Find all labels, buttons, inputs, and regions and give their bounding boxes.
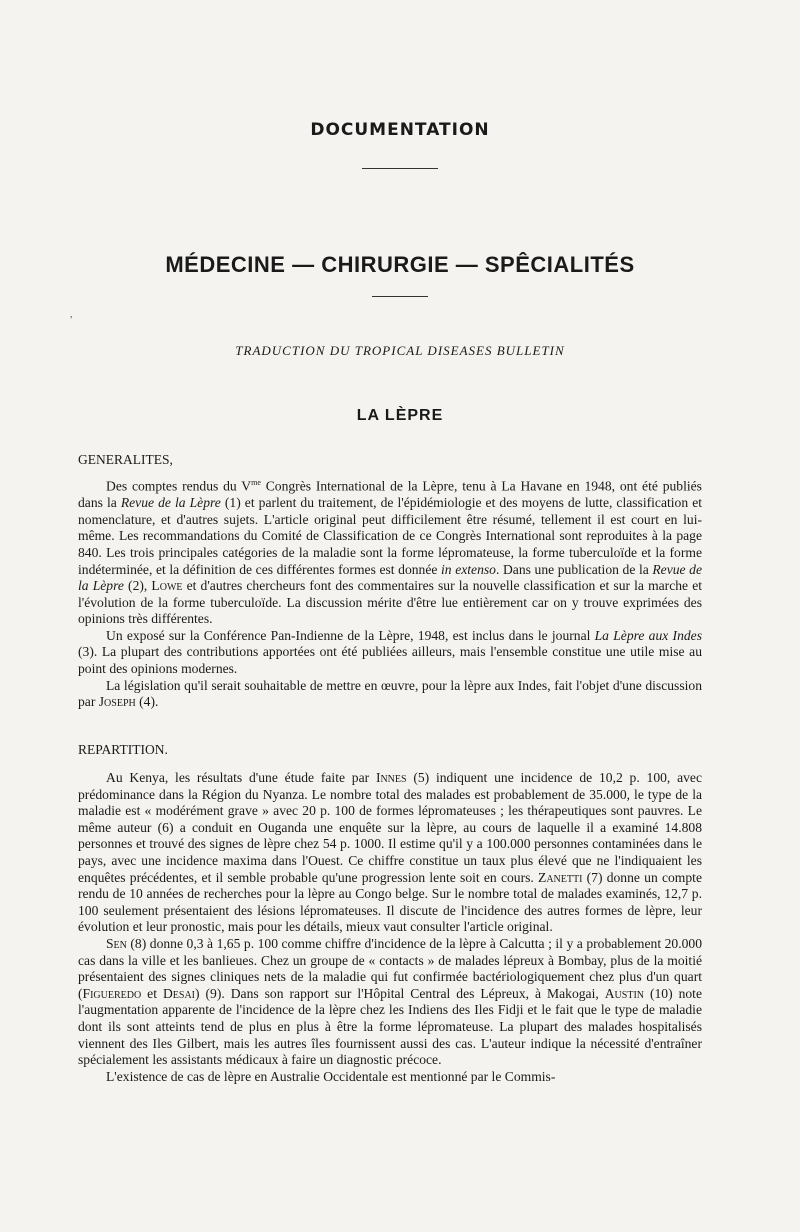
title-divider bbox=[362, 168, 438, 169]
paragraph: Des comptes rendus du $V^{me}$ Congrès International de la Lèpre, tenu à La Havane en 1948, ont été publiés dans la Revue de la Lèpre (1) et parlent du traitement, de l'épidémiologie et des moyens de lutte, classification et nomenclature, et d'autres sujets. L'article original peut difficilement être résumé, tellement il est court en lui-même. Les recommandations du Comité de Classification de ce Congrès International sont reproduites à la page 840. Les trois principales catégories de la maladie sont la forme lépromateuse, la forme tuberculoïde et la forme indéterminée, et la définition de ces différentes formes est donnée in extenso. Dans une publication de la Revue de la Lèpre (2), Lowe et d'autres chercheurs font des commentaires sur la nouvelle classification et sur la marche et l'évolution de la forme tuberculoïde. La discussion mérite d'être lue entièrement car on y trouve exprimées des opinions très différentes. bbox=[78, 478, 703, 627]
repartition-body bbox=[78, 770, 702, 1085]
document-title: DOCUMENTATION bbox=[310, 120, 490, 140]
heading-repartition: REPARTITION. bbox=[78, 742, 168, 757]
stray-mark: , bbox=[70, 309, 73, 320]
topic-title: LA LÈPRE bbox=[356, 407, 444, 424]
paragraph: L'existence de cas de lèpre en Australie Occidentale est mentionné par le Commis- bbox=[106, 1068, 556, 1084]
paragraph: Sen (8) donne 0,3 à 1,65 p. 100 comme chiffre d'incidence de la lèpre à Calcutta ; il y a probablement 20.000 cas dans la ville et les banlieues. Chez un groupe de « contacts » de malades lépreux à Bombay, plus de la moitié présentaient des signes cliniques nets de la maladie qui fut confirmée bactériologiquement chez plus d'un quart (Figueredo et Desai) (9). Dans son rapport sur l'Hôpital Central des Lépreux, à Makogai, Austin (10) note l'augmentation apparente de l'incidence de la lèpre chez les Indiens des Iles Fidji et le fait que le type de maladie dont ils sont atteints tend de plus en plus à être la forme lépromateuse. La plupart des malades hospitalisés viennent des Iles Gilbert, mais les autres îles fournissent aussi des cas. L'auteur indique la nécessité d'entraîner spécialement les assistants médicaux à faire un diagnostic précoce. bbox=[78, 935, 702, 1068]
paragraph: Un exposé sur la Conférence Pan-Indienne de la Lèpre, 1948, est inclus dans le journal La Lèpre aux Indes (3). La plupart des contributions apportées ont été publiées ailleurs, mais l'ensemble constitue une utile mise au point des opinions modernes. bbox=[78, 627, 702, 677]
subtitle: TRADUCTION DU TROPICAL DISEASES BULLETIN bbox=[235, 343, 565, 358]
paragraph: Au Kenya, les résultats d'une étude faite par Innes (5) indiquent une incidence de 10,2 p. 100, avec prédominance dans la Région du Nyanza. Le nombre total des malades est probablement de 35.000, le type de la maladie est « modérément grave » avec 20 p. 100 de formes lépromateuses ; les thérapeutiques sont pauvres. Le même auteur (6) a conduit en Ouganda une enquête sur la lèpre, au cours de laquelle il a examiné 14.808 personnes et trouvé des signes de lèpre chez 54 p. 1000. Il estime qu'il y a 100.000 personnes contaminées dans le pays, avec une incidence maxima dans l'Ouest. Ce chiffre constitue un taux plus élevé que ne l'indiquaient les enquêtes précédentes, et il semble probable qu'une progression lente soit en cours. Zanetti (7) donne un compte rendu de 10 années de recherches pour la lèpre au Congo belge. Sur le nombre total de malades examinés, 12,7 p. 100 seulement présentaient des lésions lépromateuses. Il discute de l'incidence des autres formes de lèpre, leur évolution et leur pronostic, mais pour les détails, mieux vaut consulter l'article original. bbox=[78, 770, 702, 935]
paragraph: La législation qu'il serait souhaitable de mettre en œuvre, pour la lèpre aux Indes, fait l'objet d'une discussion par Joseph (4). bbox=[78, 677, 702, 710]
section-title: MÉDECINE — CHIRURGIE — SPÊCIALITÉS bbox=[165, 252, 635, 277]
section-divider bbox=[372, 296, 428, 297]
heading-generalites: GENERALITES, bbox=[78, 452, 173, 467]
generalites-body bbox=[78, 475, 702, 711]
